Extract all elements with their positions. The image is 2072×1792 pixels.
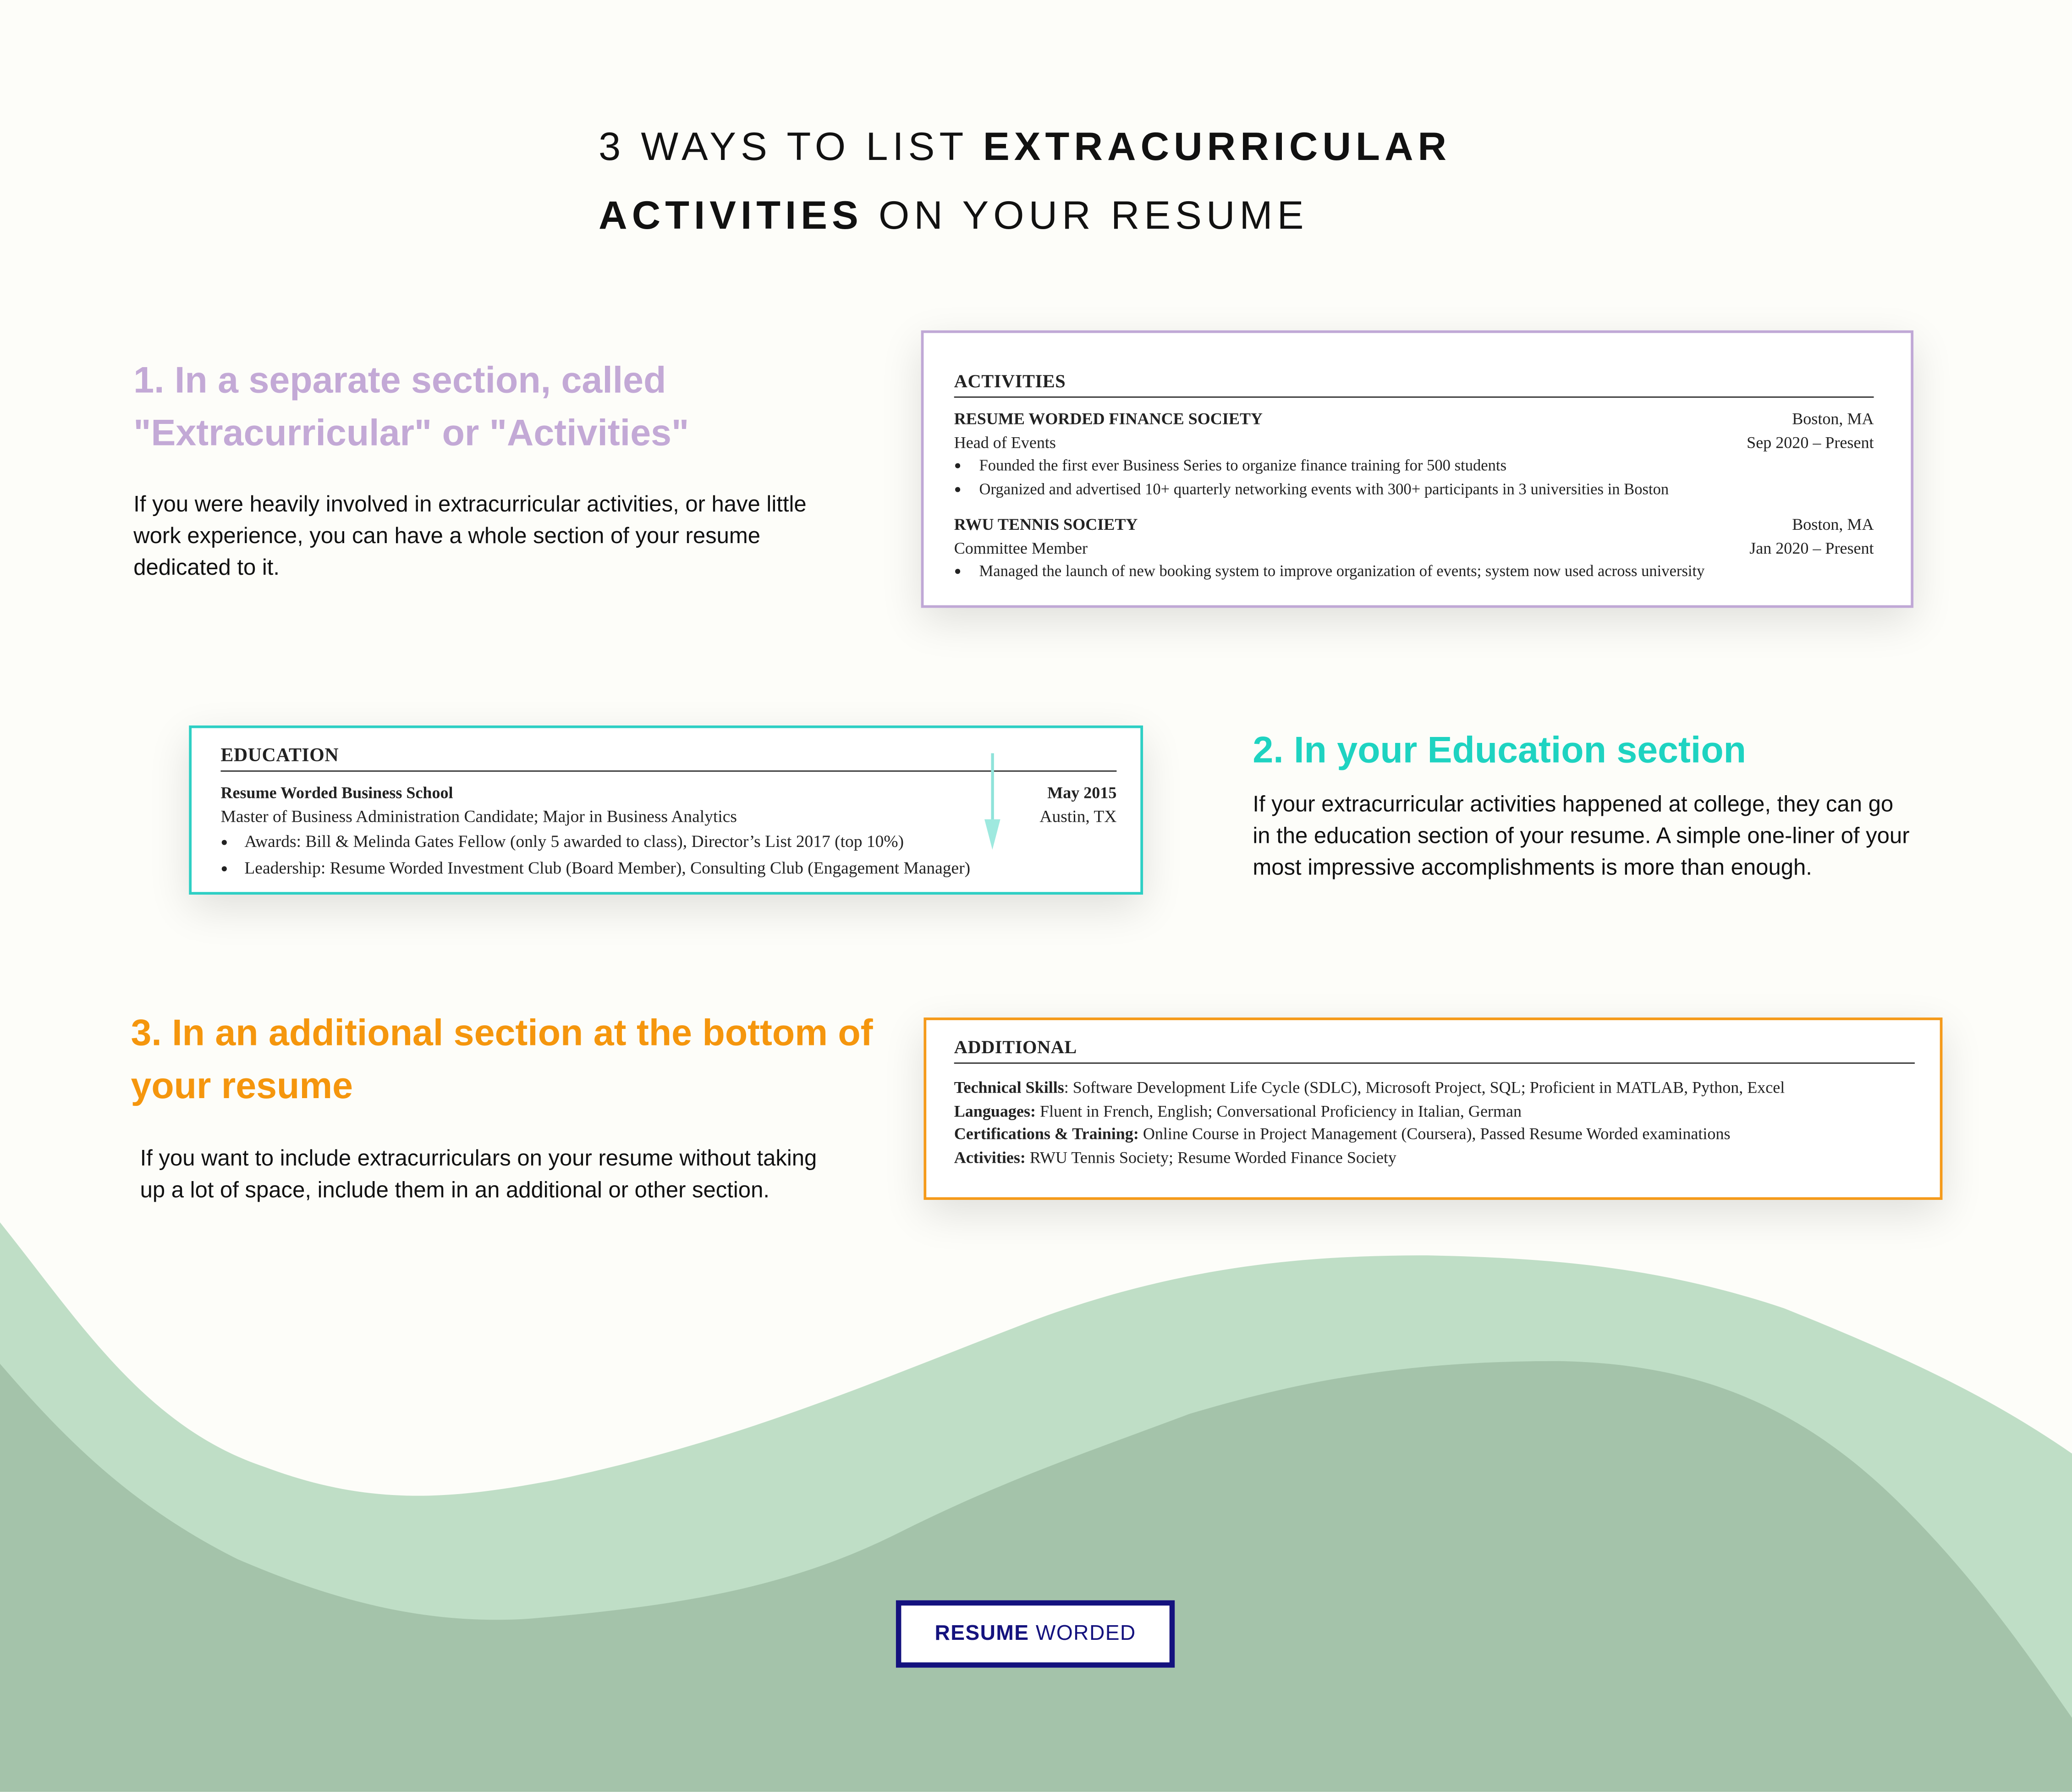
bullet-list [954, 561, 1874, 583]
section-divider [954, 1062, 1915, 1064]
dates: Jan 2020 – Present [1749, 538, 1874, 557]
title-part-3: ACTIVITIES [599, 194, 863, 238]
line-text: RWU Tennis Society; Resume Worded Finance Society [1025, 1148, 1396, 1167]
bullet-item: ● Managed the launch of new booking system to improve organization of events; system now used across university [954, 561, 1874, 583]
page-title [599, 114, 1550, 251]
section-divider [954, 396, 1874, 398]
degree: Master of Business Administration Candidate; Major in Business Analytics [220, 806, 737, 826]
method-2-description: If your extracurricular activities happened at college, they can go in the education section of your resume. A simple one-liner of your most impressive accomplishments is more than enough. [1253, 792, 1910, 880]
method-3-heading: 3. In an additional section at the bottom of your resume [131, 1012, 873, 1106]
activities-resume-example [921, 330, 1913, 608]
education-section-title: EDUCATION [220, 745, 339, 767]
line-label: Certifications & Training: [954, 1125, 1139, 1143]
method-3-description: If you want to include extracurriculars on your resume without taking up a lot of space, include them in an additional or other section. [140, 1145, 817, 1203]
title-part-1: 3 WAYS TO LIST [599, 125, 983, 170]
method-1-description: If you were heavily involved in extracurricular activities, or have little work experience, you can have a whole section of your resume dedicated to it. [133, 491, 807, 580]
entry-header [954, 514, 1874, 537]
graduation-date: May 2015 [1047, 783, 1117, 803]
line-label: Activities: [954, 1148, 1026, 1167]
school-name: Resume Worded Business School [220, 783, 453, 803]
line-text: Fluent in French, English; Conversational Proficiency in Italian, German [1036, 1101, 1522, 1120]
logo-light-text: WORDED [1035, 1622, 1136, 1645]
line-text: Online Course in Project Management (Coursera), Passed Resume Worded examinations [1138, 1125, 1731, 1143]
additional-line [954, 1100, 1915, 1124]
entry-header [954, 408, 1874, 431]
title-part-4: ON YOUR RESUME [863, 194, 1308, 238]
logo-bold-text: RESUME [934, 1622, 1029, 1645]
line-label: Technical Skills [954, 1078, 1064, 1097]
line-text: : Software Development Life Cycle (SDLC), Microsoft Project, SQL; Proficient in MATLAB, Python, Excel [1064, 1078, 1785, 1097]
additional-line [954, 1077, 1915, 1100]
bullet-list [954, 455, 1874, 501]
method-2-heading: 2. In your Education section [1253, 729, 1747, 770]
entry-subheader [954, 537, 1874, 560]
dates: Sep 2020 – Present [1747, 433, 1874, 451]
additional-line [954, 1147, 1915, 1170]
role: Committee Member [954, 538, 1088, 557]
role: Head of Events [954, 433, 1056, 451]
school-location: Austin, TX [1039, 806, 1117, 826]
arrow-down-icon [982, 753, 1003, 851]
org-location: Boston, MA [1792, 409, 1874, 429]
bullet-item: ● Founded the first ever Business Series to organize finance training for 500 students [954, 455, 1874, 478]
org-location: Boston, MA [1792, 515, 1874, 534]
additional-resume-example [923, 1017, 1942, 1200]
additional-section-title: ADDITIONAL [954, 1039, 1077, 1059]
org-name: RWU TENNIS SOCIETY [954, 515, 1138, 534]
bullet-item: ● Leadership: Resume Worded Investment Club (Board Member), Consulting Club (Engagement Manager) [221, 855, 1117, 881]
entry-subheader [954, 431, 1874, 454]
org-name: RESUME WORDED FINANCE SOCIETY [954, 409, 1263, 429]
activities-section-title: ACTIVITIES [954, 373, 1066, 393]
additional-line [954, 1123, 1915, 1147]
title-part-2: EXTRACURRICULAR [983, 125, 1451, 170]
line-label: Languages: [954, 1101, 1036, 1120]
bullet-item: ● Awards: Bill & Melinda Gates Fellow (only 5 awarded to class), Director’s List 2017 (top 10%) [221, 829, 1117, 855]
method-1-heading: 1. In a separate section, called "Extracurricular" or "Activities" [133, 359, 689, 453]
bullet-item: ● Organized and advertised 10+ quarterly networking events with 300+ participants in 3 universities in Boston [954, 478, 1874, 500]
resume-worded-logo [896, 1600, 1175, 1668]
